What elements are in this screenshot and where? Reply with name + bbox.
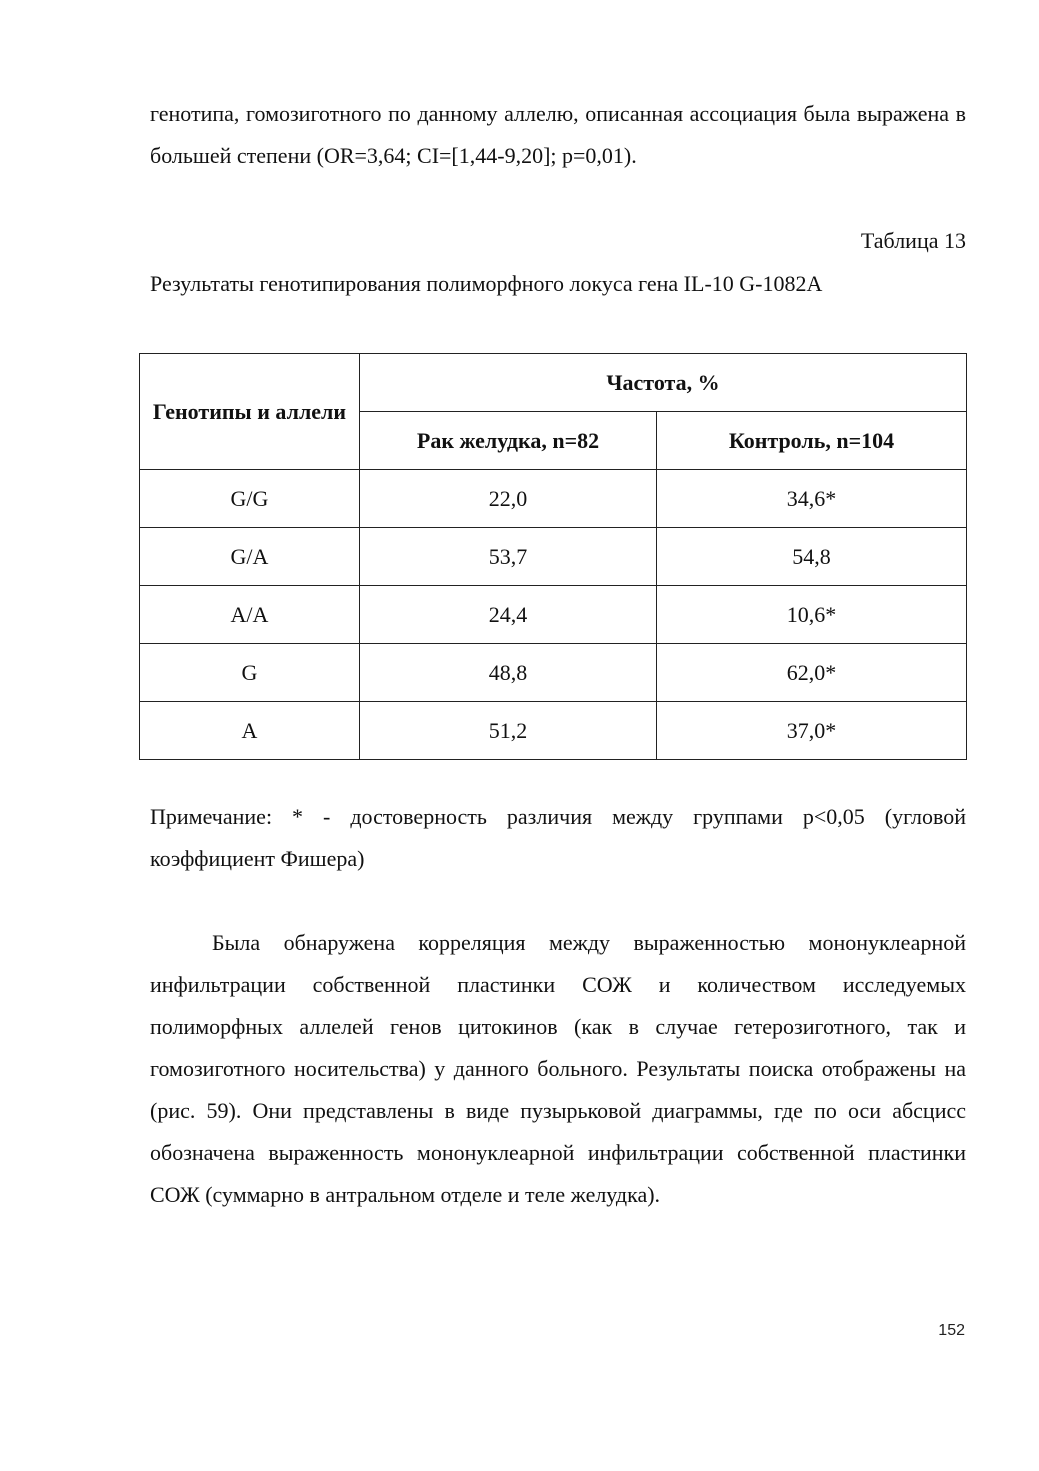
table-label: Таблица 13	[860, 228, 966, 253]
page-number: 152	[938, 1322, 965, 1339]
cell-cancer: 22,0	[360, 470, 657, 528]
intro-paragraph: генотипа, гомозиготного по данному аллелю, описанная ассоциация была выражена в большей степени (OR=3,64; CI=[1,44-9,20]; p=0,01).	[150, 101, 966, 168]
cell-genotype: A/A	[140, 586, 360, 644]
cell-control: 62,0*	[657, 644, 967, 702]
table-header-row	[140, 354, 967, 412]
cell-genotype: G/A	[140, 528, 360, 586]
cell-cancer: 53,7	[360, 528, 657, 586]
cell-control: 10,6*	[657, 586, 967, 644]
cell-control: 37,0*	[657, 702, 967, 760]
table-row	[140, 586, 967, 644]
genotype-table	[139, 353, 967, 760]
table-row	[140, 528, 967, 586]
table-row	[140, 470, 967, 528]
header-frequency: Частота, %	[360, 354, 967, 412]
main-paragraph-text: Была обнаружена корреляция между выраженностью мононуклеарной инфильтрации собственной пластинки СОЖ и количеством исследуемых полиморфных аллелей генов цитокинов (как в случае гетерозиготного, так и гомозиготного носительства) у данного больного. Результаты поиска отображены на (рис. 59). Они представлены в виде пузырьковой диаграммы, где по оси абсцисс обозначена выраженность мононуклеарной инфильтрации собственной пластинки СОЖ (суммарно в антральном отделе и теле желудка).	[150, 930, 966, 1207]
cell-genotype: G	[140, 644, 360, 702]
table-row	[140, 644, 967, 702]
cell-control: 54,8	[657, 528, 967, 586]
header-genotypes: Генотипы и аллели	[140, 354, 360, 470]
cell-cancer: 48,8	[360, 644, 657, 702]
header-cancer: Рак желудка, n=82	[360, 412, 657, 470]
header-control: Контроль, n=104	[657, 412, 967, 470]
cell-cancer: 51,2	[360, 702, 657, 760]
table-note: Примечание: * - достоверность различия между группами p<0,05 (угловой коэффициент Фишера)	[150, 804, 966, 871]
cell-genotype: A	[140, 702, 360, 760]
table-title: Результаты генотипирования полиморфного локуса гена IL-10 G-1082A	[150, 271, 823, 296]
cell-genotype: G/G	[140, 470, 360, 528]
cell-control: 34,6*	[657, 470, 967, 528]
main-paragraph	[150, 922, 966, 1216]
table-row	[140, 702, 967, 760]
cell-cancer: 24,4	[360, 586, 657, 644]
